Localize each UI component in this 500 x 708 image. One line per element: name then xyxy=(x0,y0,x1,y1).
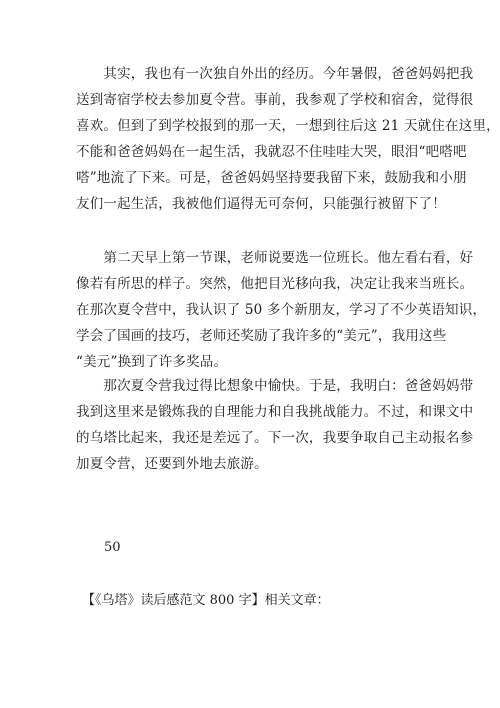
text-line: 那次夏令营我过得比想象中愉快。于是，我明白：爸爸妈妈带 xyxy=(76,378,474,394)
text-line: 加夏令营，还要到外地去旅游。 xyxy=(76,456,268,472)
paragraph-conclusion xyxy=(76,373,474,477)
text-line: 嗒”地流了下来。可是，爸爸妈妈坚持要我留下来，鼓励我和小朋 xyxy=(76,170,467,186)
page-number: 50 xyxy=(104,540,121,555)
text-line: 其实，我也有一次独自外出的经历。今年暑假，爸爸妈妈把我 xyxy=(76,66,474,82)
text-line: 我到这里来是锻炼我的自理能力和自我挑战能力。不过，和课文中 xyxy=(76,404,474,420)
text-line: 送到寄宿学校去参加夏令营。事前，我参观了学校和宿舍，觉得很 xyxy=(76,92,474,108)
text-line: 在那次夏令营中，我认识了 50 多个新朋友，学习了不少英语知识， xyxy=(76,302,487,318)
paragraph-summer-camp-experience xyxy=(76,61,500,217)
text-line: 学会了国画的技巧，老师还奖励了我许多的“美元”，我用这些 xyxy=(76,328,447,344)
text-line: 喜欢。但到了到学校报到的那一天，一想到往后这 21 天就住在这里， xyxy=(76,118,500,134)
text-line: 不能和爸爸妈妈在一起生活，我就忍不住哇哇大哭，眼泪“吧嗒吧 xyxy=(76,144,467,160)
related-articles-heading: 【《乌塔》读后感范文 800 字】相关文章： xyxy=(82,593,330,608)
text-line: 友们一起生活，我被他们逼得无可奈何，只能强行被留下了！ xyxy=(76,196,446,212)
paragraph-class-monitor xyxy=(76,245,487,375)
text-line: 像若有所思的样子。突然，他把目光移向我，决定让我来当班长。 xyxy=(76,276,474,292)
text-line: “美元”换到了许多奖品。 xyxy=(76,354,228,370)
text-line: 的乌塔比起来，我还是差远了。下一次，我要争取自己主动报名参 xyxy=(76,430,474,446)
text-line: 第二天早上第一节课，老师说要选一位班长。他左看右看，好 xyxy=(76,250,474,266)
